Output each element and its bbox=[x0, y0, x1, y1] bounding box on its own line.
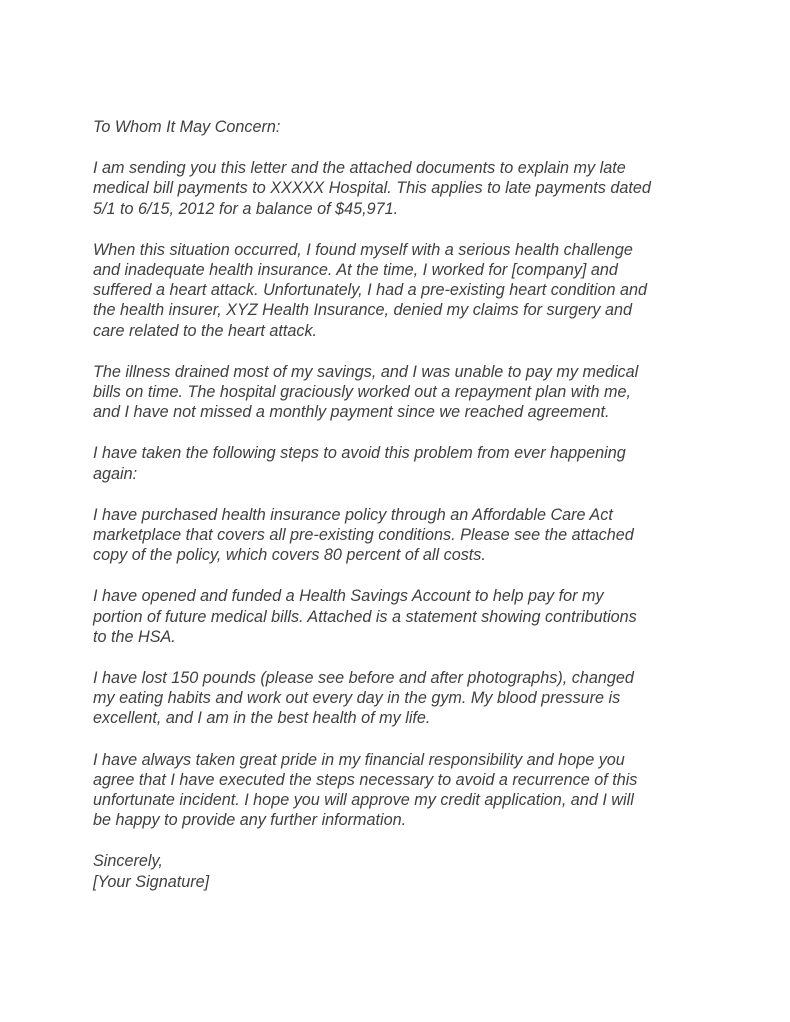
paragraph-steps-intro: I have taken the following steps to avoid this problem from ever happening again: bbox=[93, 444, 626, 483]
salutation: To Whom It May Concern: bbox=[93, 118, 281, 136]
paragraph-conclusion: I have always taken great pride in my financial responsibility and hope you agree that I have executed the steps necessary to avoid a recurrence of this unfortunate incident. I hope you will approve my credit application, and I will be happy to provide any further information. bbox=[93, 750, 638, 830]
letter-body bbox=[93, 117, 713, 892]
closing: Sincerely, bbox=[93, 852, 163, 871]
closing-block bbox=[93, 851, 713, 891]
paragraph-illness: The illness drained most of my savings, and I was unable to pay my medical bills on time. The hospital graciously worked out a repayment plan with me, and I have not missed a monthly payment since we reached agreement. bbox=[93, 362, 639, 422]
paragraph-insurance: I have purchased health insurance policy through an Affordable Care Act marketplace that covers all pre-existing conditions. Please see the attached copy of the policy, which covers 80 percent of all costs. bbox=[93, 505, 634, 565]
paragraph-intro: I am sending you this letter and the attached documents to explain my late medical bill payments to XXXXX Hospital. This applies to late payments dated 5/1 to 6/15, 2012 for a balance of $45,971. bbox=[93, 159, 651, 218]
paragraph-health: I have lost 150 pounds (please see before and after photographs), changed my eating habits and work out every day in the gym. My blood pressure is excellent, and I am in the best health of my life. bbox=[93, 669, 634, 728]
paragraph-hsa: I have opened and funded a Health Savings Account to help pay for my portion of future medical bills. Attached is a statement showing contributions to the HSA. bbox=[93, 587, 637, 646]
paragraph-situation: When this situation occurred, I found myself with a serious health challenge and inadequate health insurance. At the time, I worked for [company] and suffered a heart attack. Unfortunately, I had a pre-existing heart condition and the health insurer, XYZ Health Insurance, denied my claims for surgery and care related to the heart attack. bbox=[93, 240, 648, 340]
signature: [Your Signature] bbox=[93, 872, 210, 891]
